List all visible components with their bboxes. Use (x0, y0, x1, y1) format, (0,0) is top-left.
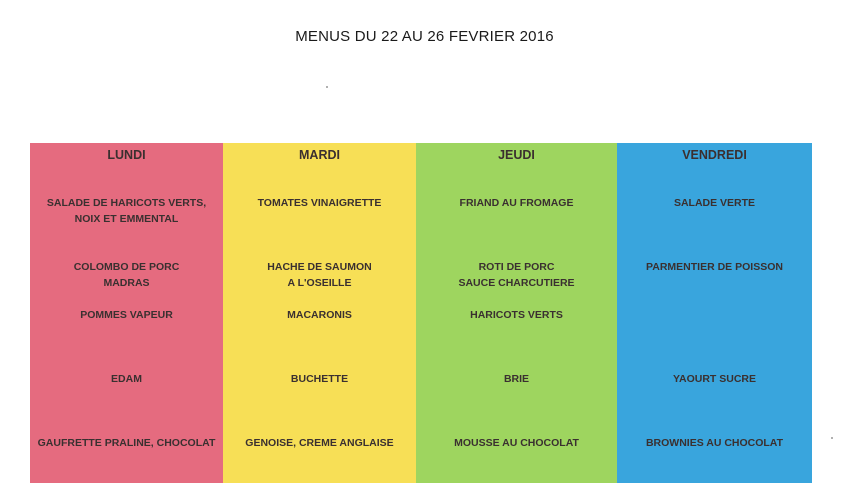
dessert: GENOISE, CREME ANGLAISE (245, 437, 394, 449)
plat: ROTI DE PORC SAUCE CHARCUTIERE (458, 261, 575, 289)
day-header: LUNDI (107, 148, 146, 162)
fromage: BUCHETTE (290, 373, 349, 385)
day-column-vendredi (617, 143, 812, 483)
scan-speck (326, 86, 328, 88)
entree: TOMATES VINAIGRETTE (257, 197, 382, 209)
day-column-mardi (223, 143, 416, 483)
scan-speck (831, 437, 833, 439)
dessert: BROWNIES AU CHOCOLAT (645, 437, 784, 449)
fromage: EDAM (111, 373, 142, 385)
fromage: BRIE (503, 373, 530, 385)
plat: HACHE DE SAUMON A L'OSEILLE (267, 261, 372, 289)
menu-table (30, 143, 812, 483)
fromage: YAOURT SUCRE (672, 373, 757, 385)
entree: FRIAND AU FROMAGE (459, 197, 574, 209)
day-header: MARDI (299, 148, 340, 162)
day-header: VENDREDI (682, 148, 747, 162)
plat: COLOMBO DE PORC MADRAS (73, 261, 180, 289)
day-column-lundi (30, 143, 223, 483)
day-header: JEUDI (498, 148, 535, 162)
accompagnement: POMMES VAPEUR (80, 309, 173, 321)
page-title: MENUS DU 22 AU 26 FEVRIER 2016 (295, 28, 554, 45)
dessert: MOUSSE AU CHOCOLAT (454, 437, 579, 449)
dessert: GAUFRETTE PRALINE, CHOCOLAT (37, 437, 216, 449)
day-column-jeudi (416, 143, 617, 483)
accompagnement: HARICOTS VERTS (470, 309, 563, 321)
plat: PARMENTIER DE POISSON (646, 261, 783, 273)
accompagnement: MACARONIS (287, 309, 352, 321)
entree: SALADE DE HARICOTS VERTS, NOIX ET EMMENTAL (46, 197, 207, 225)
entree: SALADE VERTE (673, 197, 756, 209)
